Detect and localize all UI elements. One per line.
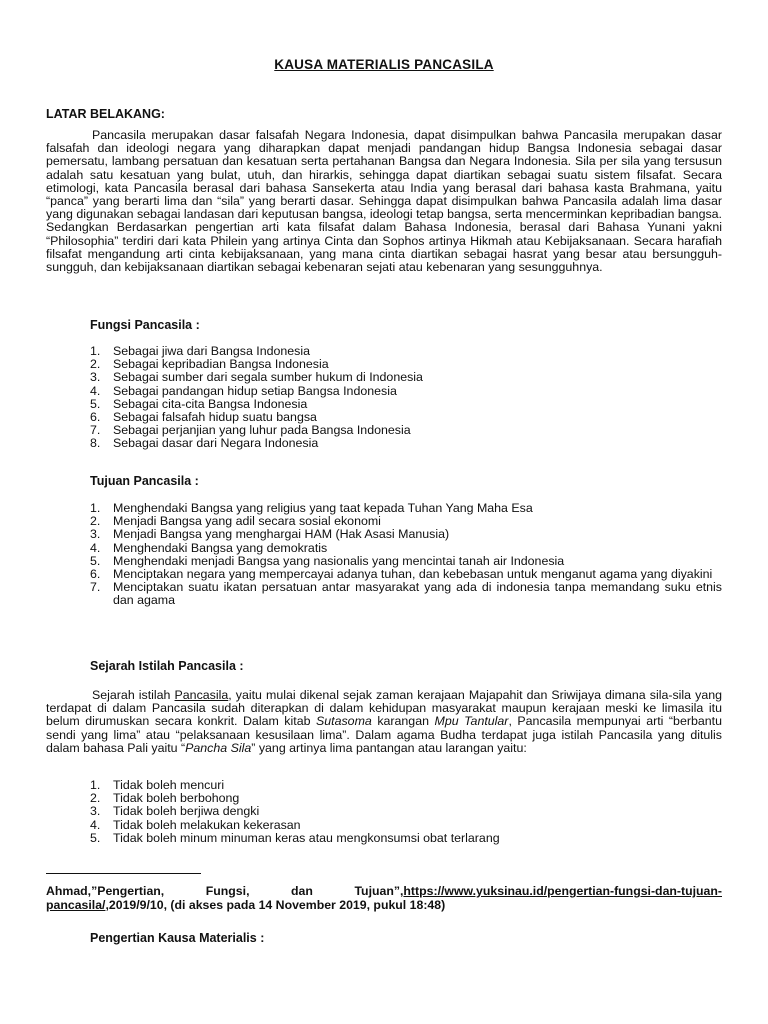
footnote bbox=[46, 884, 722, 912]
list-number: 1. bbox=[90, 344, 101, 358]
list-text: Sebagai dasar dari Negara Indonesia bbox=[113, 436, 319, 451]
list-number: 2. bbox=[90, 791, 101, 806]
list-text: Sebagai pandangan hidup setiap Bangsa Indonesia bbox=[113, 383, 397, 398]
list-text: Tidak boleh melakukan kekerasan bbox=[113, 817, 301, 832]
sejarah-text-part: ” yang artinya lima pantangan atau larangan yaitu: bbox=[251, 740, 527, 755]
latar-belakang-heading: LATAR BELAKANG: bbox=[46, 107, 165, 121]
latar-belakang-text: Pancasila merupakan dasar falsafah Negara Indonesia, dapat disimpulkan bahwa Pancasila merupakan dasar falsafah dan ideologi negara yang diharapkan dapat menjadi pandangan hidup Bangsa Indonesia sebagai dasar pemersatu, lambang persatuan dan kesatuan serta pertahanan Bangsa dan Negara Indonesia. Sila per sila yang tersusun adalah satu kesatuan yang bulat, utuh, dan hirarkis, sehingga dapat diartikan sebagai suatu sistem filsafat. Secara etimologi, kata Pancasila berasal dari bahasa Sansekerta atau India yang berasal dari bahasa kasta Brahmana, yaitu “panca” yang berarti lima dan “sila” yang berarti dasar. Sehingga dapat disimpulkan bahwa Pancasila adalah lima dasar yang digunakan sebagai landasan dari keputusan bangsa, ideologi tetap bangsa, serta mencerminkan kepribadian bangsa. Sedangkan Berdasarkan pengertian arti kata filsafat dalam Bahasa Indonesia, berasal dari Bahasa Yunani yakni “Philosophia” terdiri dari kata Philein yang artinya Cinta dan Sophos artinya Hikmah atau Kebijaksanaan. Secara harafiah filsafat mengandung arti cinta kebijaksanaan, yang mana cinta diartikan sebagai hasrat yang besar atau bersungguh-sungguh, dan kebijaksanaan diartikan sebagai kebenaran sejati atau kebenaran yang sesungguhnya. bbox=[46, 128, 722, 275]
list-item bbox=[90, 371, 722, 384]
list-number: 5. bbox=[90, 396, 101, 411]
footnote-author: Ahmad,”Pengertian, Fungsi, dan Tujuan”, bbox=[46, 884, 404, 898]
list-text: Sebagai falsafah hidup suatu bangsa bbox=[113, 410, 317, 425]
sejarah-text-part: , yaitu mulai dikenal sejak zaman kerajaan Majapahit dan Sriwijaya dimana sila-sila yang terdapat di dalam Pancasila sudah diterapkan di dalam kehidupan masyarakat maupun kerajaan meski ke limasila itu belum dirumuskan secara konkrit. Dalam kitab bbox=[46, 688, 722, 729]
list-number: 4. bbox=[90, 383, 101, 398]
list-item bbox=[90, 832, 722, 845]
list-text: Menghendaki Bangsa yang religius yang taat kepada Tuhan Yang Maha Esa bbox=[113, 501, 533, 515]
list-number: 2. bbox=[90, 357, 101, 372]
pantangan-list bbox=[90, 779, 722, 845]
pengertian-kausa-materialis-heading: Pengertian Kausa Materialis : bbox=[90, 931, 265, 945]
fungsi-pancasila-heading: Fungsi Pancasila : bbox=[90, 318, 200, 332]
list-number: 8. bbox=[90, 436, 101, 451]
list-item bbox=[90, 542, 722, 555]
tujuan-list bbox=[90, 502, 722, 608]
list-number: 1. bbox=[90, 778, 101, 792]
list-item bbox=[90, 385, 722, 398]
sejarah-text-part: karangan bbox=[371, 714, 435, 729]
footnote-divider bbox=[46, 873, 201, 874]
list-item bbox=[90, 437, 722, 450]
list-number: 4. bbox=[90, 540, 101, 555]
document-title: KAUSA MATERIALIS PANCASILA bbox=[274, 57, 494, 72]
footnote-access-info: ,2019/9/10, (di akses pada 14 November 2019, pukul 18:48) bbox=[105, 898, 446, 912]
list-text: Menciptakan negara yang mempercayai adanya tuhan, dan kebebasan untuk menganut agama yang diyakini bbox=[113, 567, 713, 582]
list-text: Menjadi Bangsa yang adil secara sosial ekonomi bbox=[113, 514, 381, 529]
list-number: 6. bbox=[90, 410, 101, 425]
list-text: Tidak boleh minum minuman keras atau mengkonsumsi obat terlarang bbox=[113, 830, 500, 845]
list-text: Sebagai kepribadian Bangsa Indonesia bbox=[113, 357, 329, 372]
list-number: 5. bbox=[90, 553, 101, 568]
list-number: 5. bbox=[90, 830, 101, 845]
sutasoma-term: Sutasoma bbox=[316, 714, 372, 729]
list-number: 2. bbox=[90, 514, 101, 529]
sejarah-paragraph bbox=[46, 689, 722, 755]
sejarah-text bbox=[46, 689, 722, 755]
fungsi-list bbox=[90, 345, 722, 451]
list-number: 7. bbox=[90, 580, 101, 595]
list-text: Menghendaki Bangsa yang demokratis bbox=[113, 540, 328, 555]
list-number: 3. bbox=[90, 370, 101, 385]
sejarah-istilah-heading: Sejarah Istilah Pancasila : bbox=[90, 659, 244, 673]
pancha-sila-term: Pancha Sila bbox=[185, 740, 252, 755]
sejarah-text-part: , Pancasila mempunyai arti “berbantu sendi yang lima” atau “pelaksanaan kesusilaan lima”. Dalam agama Budha terdapat juga istilah Pancasila yang ditulis dalam bahasa Pali yaitu “ bbox=[46, 714, 722, 755]
list-item bbox=[90, 805, 722, 818]
list-number: 6. bbox=[90, 567, 101, 582]
list-text: Tidak boleh mencuri bbox=[113, 778, 225, 792]
list-number: 4. bbox=[90, 817, 101, 832]
list-text: Menjadi Bangsa yang menghargai HAM (Hak Asasi Manusia) bbox=[113, 527, 450, 542]
list-item bbox=[90, 581, 722, 607]
list-number: 3. bbox=[90, 804, 101, 819]
footnote-url-link[interactable]: https://www.yuksinau.id/pengertian-fungsi-dan-tujuan-pancasila/ bbox=[46, 884, 722, 912]
list-text: Sebagai cita-cita Bangsa Indonesia bbox=[113, 396, 308, 411]
list-item bbox=[90, 528, 722, 541]
list-number: 7. bbox=[90, 423, 101, 438]
list-item bbox=[90, 819, 722, 832]
pancasila-link[interactable]: Pancasila bbox=[174, 688, 229, 702]
list-text: Menghendaki menjadi Bangsa yang nasionalis yang mencintai tanah air Indonesia bbox=[113, 553, 565, 568]
mpu-tantular-term: Mpu Tantular bbox=[434, 714, 509, 729]
list-text: Sebagai sumber dari segala sumber hukum di Indonesia bbox=[113, 370, 423, 385]
list-number: 3. bbox=[90, 527, 101, 542]
list-text: Menciptakan suatu ikatan persatuan antar masyarakat yang ada di indonesia tanpa memandang suku etnis dan agama bbox=[113, 580, 722, 608]
list-text: Tidak boleh berbohong bbox=[113, 791, 240, 806]
list-text: Sebagai perjanjian yang luhur pada Bangsa Indonesia bbox=[113, 423, 411, 438]
latar-belakang-paragraph bbox=[46, 129, 722, 274]
list-text: Sebagai jiwa dari Bangsa Indonesia bbox=[113, 344, 311, 358]
tujuan-pancasila-heading: Tujuan Pancasila : bbox=[90, 474, 199, 488]
list-number: 1. bbox=[90, 501, 101, 515]
list-text: Tidak boleh berjiwa dengki bbox=[113, 804, 260, 819]
sejarah-text-part: Sejarah istilah bbox=[92, 688, 175, 702]
